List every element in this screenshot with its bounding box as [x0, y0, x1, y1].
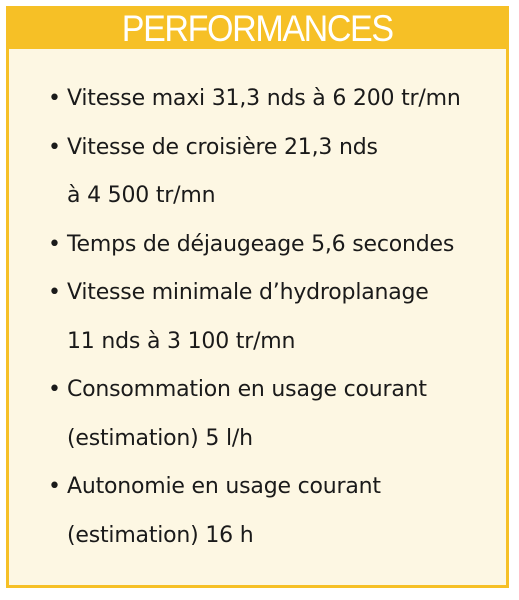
bullet-icon: •: [48, 377, 61, 402]
list-item: [9, 463, 506, 560]
item-text: Consommation en usage courant: [67, 377, 427, 402]
bullet-icon: •: [48, 134, 61, 160]
list-item: [9, 75, 506, 124]
bullet-icon: •: [48, 474, 61, 499]
list-item: [9, 366, 506, 463]
item-text-continued: 11 nds à 3 100 tr/mn: [67, 328, 296, 354]
item-text-continued: (estimation) 5 l/h: [67, 425, 253, 451]
bullet-icon: •: [48, 280, 61, 305]
list-item: [9, 124, 506, 221]
item-text: Vitesse maxi 31,3 nds à 6 200 tr/mn: [67, 86, 461, 111]
performances-panel: [6, 6, 509, 588]
panel-header: [9, 9, 506, 49]
item-text: Temps de déjaugeage 5,6 secondes: [67, 231, 455, 257]
list-item: [9, 269, 506, 366]
item-text-continued: à 4 500 tr/mn: [67, 183, 216, 208]
performance-list: [9, 75, 506, 560]
item-text-continued: (estimation) 16 h: [67, 522, 254, 548]
bullet-icon: •: [48, 231, 61, 257]
panel-title: PERFORMANCES: [122, 8, 393, 49]
bullet-icon: •: [48, 86, 61, 111]
item-text: Vitesse minimale d’hydroplanage: [67, 280, 429, 305]
list-item: [9, 221, 506, 270]
item-text: Vitesse de croisière 21,3 nds: [67, 134, 378, 160]
item-text: Autonomie en usage courant: [67, 474, 381, 499]
